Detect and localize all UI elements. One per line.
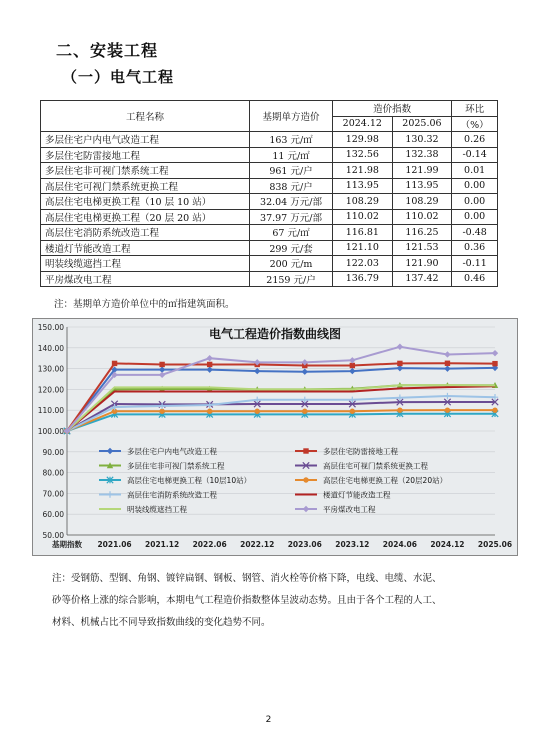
table-row (41, 163, 498, 179)
row-name: 多层住宅防雷接地工程 (41, 147, 250, 163)
col-header-period-b: 2025.06 (392, 116, 452, 132)
row-unit-price: 2159 元/户 (250, 271, 333, 287)
row-index-b: 121.53 (392, 240, 452, 256)
row-ratio: 0.00 (452, 178, 498, 194)
data-point (302, 409, 307, 414)
cost-index-table (40, 100, 498, 287)
row-index-a: 121.98 (333, 163, 393, 179)
row-index-a: 132.56 (333, 147, 393, 163)
y-tick-label: 50.00 (42, 531, 64, 540)
row-ratio: 0.36 (452, 240, 498, 256)
row-index-a: 113.95 (333, 178, 393, 194)
chart-footnote-line: 材料、机械占比不同导致指数曲线的变化趋势不同。 (52, 617, 271, 628)
data-point (159, 362, 164, 367)
legend-label: 多层住宅非可视门禁系统工程 (127, 461, 225, 471)
table-row (41, 178, 498, 194)
row-index-a: 129.98 (333, 132, 393, 148)
section-title: 二、安装工程 (56, 41, 159, 60)
y-tick-label: 70.00 (42, 489, 64, 499)
chart-title: 电气工程造价指数曲线图 (208, 327, 341, 341)
data-point (207, 362, 212, 367)
chart-footnote (52, 568, 498, 634)
row-ratio: 0.01 (452, 163, 498, 179)
data-point (349, 357, 355, 363)
row-name: 高层住宅可视门禁系统更换工程 (41, 178, 250, 194)
page-number: 2 (265, 715, 272, 725)
data-point (397, 408, 402, 413)
legend-marker (107, 448, 113, 454)
chart-panel (32, 318, 518, 556)
data-point (159, 409, 164, 414)
legend-marker (303, 477, 308, 482)
data-point (445, 407, 450, 412)
row-name: 楼道灯节能改造工程 (41, 240, 250, 256)
y-tick-label: 90.00 (42, 447, 64, 457)
x-tick-label: 2021.06 (97, 540, 132, 549)
legend-label: 明装线缆遮挡工程 (127, 505, 187, 514)
row-index-b: 121.99 (392, 163, 452, 179)
data-point (206, 366, 212, 372)
row-ratio: 0.46 (452, 271, 498, 287)
data-point (159, 372, 165, 378)
data-point (112, 361, 117, 366)
row-unit-price: 163 元/㎡ (250, 132, 333, 148)
data-point (444, 351, 450, 357)
row-ratio: -0.14 (452, 147, 498, 163)
row-ratio: 0.00 (452, 209, 498, 225)
x-tick-label: 基期指数 (52, 540, 82, 549)
y-tick-label: 150.00 (37, 323, 64, 332)
legend-label: 高层住宅可视门禁系统更换工程 (323, 461, 428, 471)
y-tick-label: 80.00 (42, 468, 64, 478)
data-point (207, 409, 212, 414)
x-tick-label: 2025.06 (477, 540, 513, 549)
table-row (41, 147, 498, 163)
data-point (492, 407, 497, 412)
x-tick-label: 2024.06 (382, 540, 417, 549)
x-tick-label: 2021.12 (145, 540, 180, 549)
y-tick-label: 60.00 (42, 510, 64, 520)
row-name: 平房煤改电工程 (41, 271, 250, 287)
legend-label: 多层住宅防雷接地工程 (323, 447, 398, 456)
table-row (41, 225, 498, 241)
data-point (350, 363, 355, 368)
col-header-ratio: 环比 (452, 101, 498, 117)
row-index-b: 137.42 (392, 271, 452, 287)
row-index-a: 116.81 (333, 225, 393, 241)
chart-footnote-line: 注：受钢筋、型钢、角钢、镀锌扁钢、钢板、钢管、消火栓等价格下降，电线、电缆、水泥、 (52, 573, 442, 584)
y-tick-label: 140.00 (37, 343, 64, 353)
data-point (445, 361, 450, 366)
series-line (67, 414, 495, 431)
row-index-a: 108.29 (333, 194, 393, 210)
data-point (302, 369, 308, 375)
x-tick-label: 2024.12 (430, 540, 465, 549)
row-unit-price: 961 元/户 (250, 163, 333, 179)
legend-marker (303, 506, 309, 512)
col-header-unit-price: 基期单方造价 (250, 101, 333, 132)
row-unit-price: 11 元/㎡ (250, 147, 333, 163)
data-point (206, 355, 212, 361)
x-tick-label: 2023.12 (335, 540, 370, 549)
row-index-a: 110.02 (333, 209, 393, 225)
row-index-a: 122.03 (333, 256, 393, 272)
y-tick-label: 120.00 (37, 385, 64, 395)
row-index-a: 136.79 (333, 271, 393, 287)
table-row (41, 271, 498, 287)
legend-label: 楼道灯节能改造工程 (323, 490, 391, 500)
y-tick-label: 130.00 (37, 364, 64, 374)
row-unit-price: 32.04 万元/部 (250, 194, 333, 210)
row-ratio: 0.26 (452, 132, 498, 148)
table-row (41, 209, 498, 225)
legend-label: 多层住宅户内电气改造工程 (127, 447, 217, 456)
row-ratio: 0.00 (452, 194, 498, 210)
row-name: 高层住宅消防系统改造工程 (41, 225, 250, 241)
y-tick-label: 110.00 (37, 406, 64, 416)
x-tick-label: 2022.12 (240, 540, 275, 549)
x-tick-label: 2023.06 (287, 540, 322, 549)
data-point (397, 361, 402, 366)
row-index-b: 132.38 (392, 147, 452, 163)
table-row (41, 194, 498, 210)
row-unit-price: 838 元/户 (250, 178, 333, 194)
line-chart (33, 319, 517, 555)
col-header-index: 造价指数 (333, 101, 452, 117)
data-point (444, 365, 450, 371)
data-point (492, 350, 498, 356)
table-row (41, 240, 498, 256)
col-header-period-a: 2024.12 (333, 116, 393, 132)
col-header-name: 工程名称 (41, 101, 250, 132)
legend-marker (303, 448, 308, 453)
table-row (41, 132, 498, 148)
row-index-b: 110.02 (392, 209, 452, 225)
data-point (350, 409, 355, 414)
y-tick-label: 100.00 (37, 427, 64, 436)
table-footnote: 注：基期单方造价单位中的㎡指建筑面积。 (54, 299, 235, 310)
table-row (41, 256, 498, 272)
legend-label: 高层住宅电梯更换工程（10层10站） (127, 476, 252, 485)
row-name: 高层住宅电梯更换工程（20 层 20 站） (41, 209, 250, 225)
series-line (67, 386, 495, 431)
legend-label: 高层住宅消防系统改造工程 (127, 490, 217, 500)
row-index-b: 108.29 (392, 194, 452, 210)
data-point (397, 344, 403, 350)
row-ratio: -0.48 (452, 225, 498, 241)
row-name: 高层住宅电梯更换工程（10 层 10 站） (41, 194, 250, 210)
data-point (255, 409, 260, 414)
row-name: 明装线缆遮挡工程 (41, 256, 250, 272)
row-index-b: 116.25 (392, 225, 452, 241)
row-index-b: 121.90 (392, 256, 452, 272)
row-index-b: 113.95 (392, 178, 452, 194)
row-name: 多层住宅户内电气改造工程 (41, 132, 250, 148)
row-index-a: 121.10 (333, 240, 393, 256)
row-name: 多层住宅非可视门禁系统工程 (41, 163, 250, 179)
data-point (444, 393, 450, 399)
legend-marker (107, 491, 113, 497)
x-tick-label: 2022.06 (192, 540, 227, 549)
row-index-b: 130.32 (392, 132, 452, 148)
col-header-ratio-unit: （%） (452, 116, 498, 132)
subsection-title: （一）电气工程 (62, 68, 175, 86)
row-unit-price: 37.97 万元/部 (250, 209, 333, 225)
row-ratio: -0.11 (452, 256, 498, 272)
legend-label: 高层住宅电梯更换工程（20层20站） (323, 476, 448, 485)
row-unit-price: 200 元/m (250, 256, 333, 272)
legend-label: 平房煤改电工程 (323, 505, 376, 514)
data-point (492, 361, 497, 366)
chart-footnote-line: 砂等价格上涨的综合影响，本期电气工程造价指数整体呈波动态势。且由于各个工程的人工、 (52, 595, 442, 606)
row-unit-price: 67 元/㎡ (250, 225, 333, 241)
row-unit-price: 299 元/套 (250, 240, 333, 256)
